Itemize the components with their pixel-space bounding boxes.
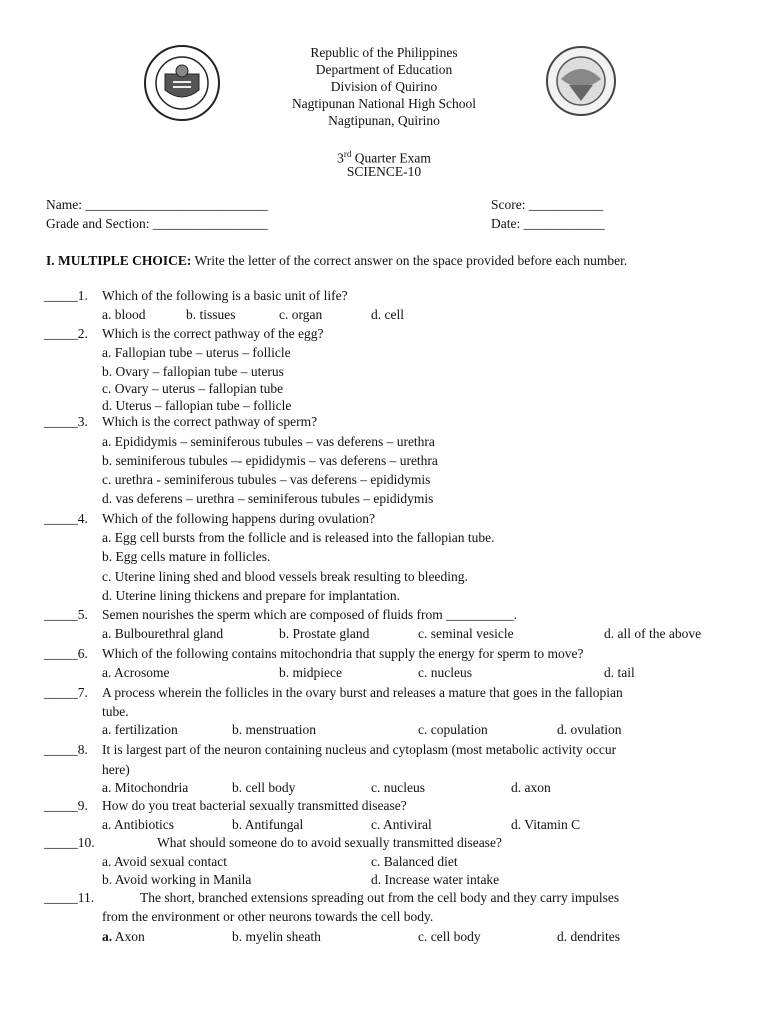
- header-division: Division of Quirino: [330, 79, 438, 94]
- option: d. Uterus – fallopian tube – follicle: [102, 398, 292, 413]
- option: a. Fallopian tube – uterus – follicle: [102, 345, 291, 360]
- option: a. Acrosome: [102, 665, 170, 680]
- option: d. cell: [371, 307, 404, 322]
- question-5: [44, 606, 517, 624]
- option: d. dendrites: [557, 929, 620, 944]
- option: c. cell body: [418, 929, 481, 944]
- answer-blank[interactable]: _____9.: [44, 798, 88, 813]
- question-2: [44, 325, 324, 343]
- question-text: Which is the correct pathway of the egg?: [102, 326, 324, 341]
- option: a. Axon: [102, 929, 145, 944]
- question-6: [44, 645, 584, 663]
- option: c. nucleus: [418, 665, 472, 680]
- option: a. Egg cell bursts from the follicle and is released into the fallopian tube.: [102, 530, 495, 545]
- answer-blank[interactable]: _____5.: [44, 607, 88, 622]
- header-location: Nagtipunan, Quirino: [328, 113, 440, 128]
- option: d. vas deferens – urethra – seminiferous tubules – epididymis: [102, 491, 434, 506]
- option: b. Ovary – fallopian tube – uterus: [102, 364, 284, 379]
- option: a. blood: [102, 307, 146, 322]
- option: b. Prostate gland: [279, 626, 370, 641]
- question-9: [44, 797, 407, 815]
- option: d. axon: [511, 780, 551, 795]
- grade-section-field[interactable]: Grade and Section: _________________: [46, 216, 268, 231]
- option: c. organ: [279, 307, 323, 322]
- school-header: [0, 44, 768, 180]
- section-text: Write the letter of the correct answer on the space provided before each number.: [191, 253, 628, 268]
- option: c. nucleus: [371, 780, 425, 795]
- option: b. myelin sheath: [232, 929, 321, 944]
- question-text: It is largest part of the neuron containing nucleus and cytoplasm (most metabolic activity occur: [102, 742, 617, 757]
- answer-blank[interactable]: _____6.: [44, 646, 88, 661]
- answer-blank[interactable]: _____7.: [44, 685, 88, 700]
- option: d. tail: [604, 665, 635, 680]
- option: b. cell body: [232, 780, 296, 795]
- option: a. fertilization: [102, 722, 178, 737]
- question-text: How do you treat bacterial sexually transmitted disease?: [102, 798, 407, 813]
- score-field[interactable]: Score: ___________: [491, 197, 604, 212]
- option: b. Egg cells mature in follicles.: [102, 549, 271, 564]
- answer-blank[interactable]: _____4.: [44, 511, 88, 526]
- option: b. Antifungal: [232, 817, 304, 832]
- question-text: Semen nourishes the sperm which are composed of fluids from __________.: [102, 607, 518, 622]
- exam-subject: SCIENCE-10: [346, 164, 422, 179]
- section-title: I. MULTIPLE CHOICE:: [46, 253, 192, 268]
- question-3: [44, 413, 317, 431]
- option: a. Avoid sexual contact: [102, 854, 227, 869]
- option: d. Vitamin C: [511, 817, 581, 832]
- question-text-continued: here): [102, 762, 130, 777]
- answer-blank[interactable]: _____11.: [44, 890, 95, 905]
- question-text-continued: tube.: [102, 704, 129, 719]
- question-text: The short, branched extensions spreading out from the cell body and they carry impulses: [140, 890, 620, 905]
- name-field[interactable]: Name: ___________________________: [46, 197, 268, 212]
- question-text: What should someone do to avoid sexually transmitted disease?: [157, 835, 502, 850]
- answer-blank[interactable]: _____3.: [44, 414, 88, 429]
- question-7: [44, 684, 623, 702]
- question-text-continued: from the environment or other neurons towards the cell body.: [102, 909, 434, 924]
- option: c. Antiviral: [371, 817, 432, 832]
- option: b. Avoid working in Manila: [102, 872, 252, 887]
- option: c. Uterine lining shed and blood vessels break resulting to bleeding.: [102, 569, 468, 584]
- option: c. Balanced diet: [371, 854, 458, 869]
- question-text: Which is the correct pathway of sperm?: [102, 414, 318, 429]
- answer-blank[interactable]: _____2.: [44, 326, 88, 341]
- exam-title: 3rd Quarter Exam: [337, 149, 431, 166]
- header-school: Nagtipunan National High School: [291, 96, 477, 111]
- option: d. Increase water intake: [371, 872, 500, 887]
- question-text: A process wherein the follicles in the ovary burst and releases a mature that goes in the fallopian: [102, 685, 623, 700]
- question-text: Which of the following happens during ovulation?: [102, 511, 375, 526]
- question-1: [44, 287, 348, 305]
- option: b. menstruation: [232, 722, 316, 737]
- header-republic: Republic of the Philippines: [310, 45, 458, 60]
- option: b. midpiece: [279, 665, 342, 680]
- option: d. ovulation: [557, 722, 622, 737]
- option: a. Mitochondria: [102, 780, 189, 795]
- question-8: [44, 741, 616, 759]
- header-department: Department of Education: [315, 62, 453, 77]
- option: c. Ovary – uterus – fallopian tube: [102, 381, 284, 396]
- option: b. tissues: [186, 307, 236, 322]
- section-instruction: [46, 253, 627, 269]
- date-field[interactable]: Date: ____________: [491, 216, 605, 231]
- question-text: Which of the following contains mitochondria that supply the energy for sperm to move?: [102, 646, 584, 661]
- question-4: [44, 510, 375, 528]
- option: a. Epididymis – seminiferous tubules – vas deferens – urethra: [102, 434, 435, 449]
- option: d. Uterine lining thickens and prepare for implantation.: [102, 588, 401, 603]
- option: d. all of the above: [604, 626, 702, 641]
- option: b. seminiferous tubules –- epididymis – vas deferens – urethra: [102, 453, 438, 468]
- option: c. urethra - seminiferous tubules – vas deferens – epididymis: [102, 472, 431, 487]
- question-10: [44, 834, 502, 852]
- option: c. seminal vesicle: [418, 626, 514, 641]
- option: a. Bulbourethral gland: [102, 626, 224, 641]
- question-text: Which of the following is a basic unit of life?: [102, 288, 348, 303]
- question-11: [44, 889, 619, 907]
- option: a. Antibiotics: [102, 817, 174, 832]
- answer-blank[interactable]: _____8.: [44, 742, 88, 757]
- option: c. copulation: [418, 722, 488, 737]
- answer-blank[interactable]: _____10.: [44, 835, 95, 850]
- answer-blank[interactable]: _____1.: [44, 288, 88, 303]
